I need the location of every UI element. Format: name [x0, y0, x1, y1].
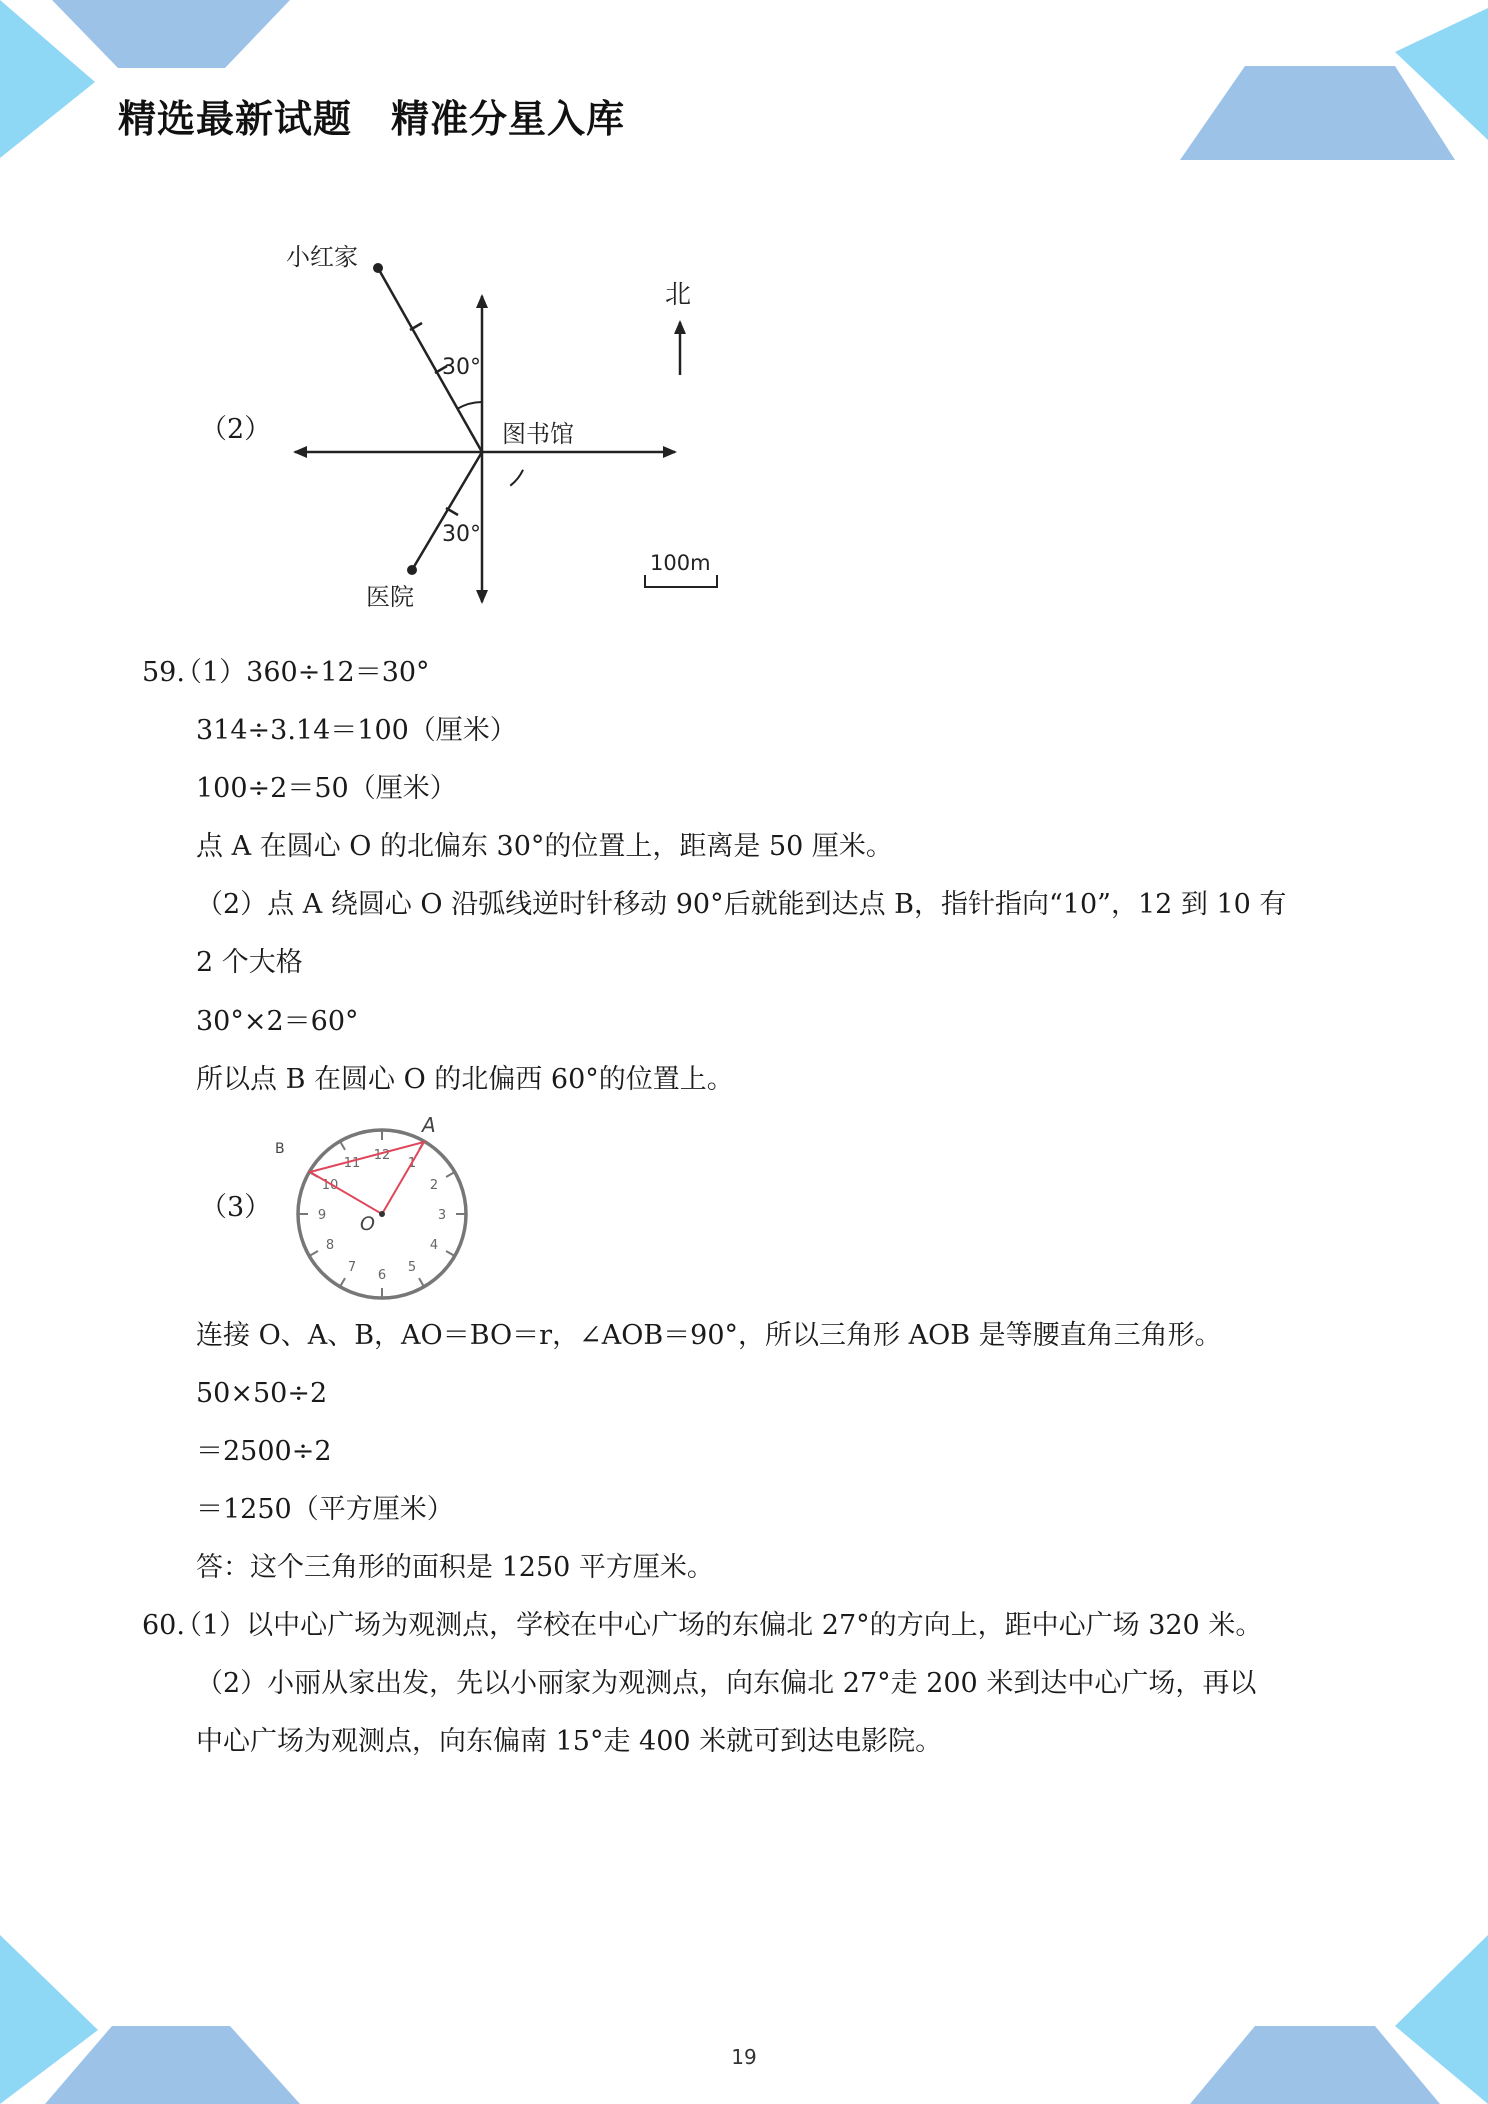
clock-number: 10 — [321, 1178, 339, 1193]
q59-line-1: （1）360÷12＝30° — [175, 657, 430, 688]
clock-number: 11 — [343, 1156, 361, 1172]
q60-line-1: （1）以中心广场为观测点，学校在中心广场的东偏北 27°的方向上，距中心广场 320 米。 — [175, 1610, 1263, 1641]
clock-point-b-label: B — [275, 1141, 285, 1157]
q60-number: 60. — [142, 1610, 185, 1641]
page-number: 19 — [731, 2045, 757, 2069]
clock-center-point — [379, 1211, 385, 1217]
clock-number: 7 — [347, 1259, 357, 1275]
clock-number: 12 — [373, 1148, 391, 1163]
clock-number: 4 — [429, 1238, 439, 1253]
clock-number: 6 — [377, 1268, 387, 1283]
decoration-top-left-trapezoid — [52, 0, 290, 68]
q59-line-2: 314÷3.14＝100（厘米） — [196, 715, 517, 746]
clock-number: 2 — [429, 1178, 439, 1193]
scale-label: 100m — [650, 551, 711, 575]
clock-number: 9 — [317, 1208, 327, 1223]
clock-number: 5 — [407, 1259, 417, 1275]
scale-bar — [645, 575, 717, 587]
hospital-label: 医院 — [366, 583, 414, 611]
home-point — [373, 263, 383, 273]
angle-bottom-label: 30° — [442, 522, 481, 547]
diagram-map-label: （2） — [200, 414, 272, 445]
home-label: 小红家 — [286, 243, 358, 271]
decoration-top-right-trapezoid — [1180, 66, 1455, 160]
line-to-hospital — [412, 452, 482, 570]
library-label: 图书馆 — [502, 420, 574, 448]
q59-line-4: 点 A 在圆心 O 的北偏东 30°的位置上，距离是 50 厘米。 — [196, 831, 893, 862]
q59-line-7: 30°×2＝60° — [196, 1006, 359, 1037]
q59-after-line-1: 连接 O、A、B，AO＝BO＝r，∠AOB＝90°，所以三角形 AOB 是等腰直角三角形。 — [196, 1320, 1222, 1351]
angle-arc-top — [457, 402, 482, 409]
angle-top-label: 30° — [442, 355, 481, 380]
q59-line-8: 所以点 B 在圆心 O 的北偏西 60°的位置上。 — [196, 1064, 734, 1095]
q60-line-2: （2）小丽从家出发，先以小丽家为观测点，向东偏北 27°走 200 米到达中心广场，再以 — [196, 1668, 1257, 1699]
clock-number: 8 — [325, 1238, 335, 1253]
q59-after-line-3: ＝2500÷2 — [196, 1436, 332, 1467]
q59-after-line-5: 答：这个三角形的面积是 1250 平方厘米。 — [196, 1552, 714, 1583]
clock-part-label: （3） — [200, 1192, 272, 1223]
q59-line-6: 2 个大格 — [196, 947, 303, 978]
clock-number: 1 — [407, 1156, 417, 1172]
direction-map-diagram — [260, 230, 740, 620]
q59-line-5: （2）点 A 绕圆心 O 沿弧线逆时针移动 90°后就能到达点 B，指针指向“10”，12 到 10 有 — [196, 889, 1287, 920]
clock-diagram — [270, 1110, 480, 1306]
hospital-point — [407, 565, 417, 575]
q59-number: 59. — [142, 657, 185, 688]
clock-point-a-label: A — [422, 1113, 436, 1137]
clock-number: 3 — [437, 1208, 447, 1223]
clock-point-o-label: O — [360, 1213, 375, 1235]
q59-line-3: 100÷2＝50（厘米） — [196, 773, 457, 804]
q60-line-3: 中心广场为观测点，向东偏南 15°走 400 米就可到达电影院。 — [196, 1726, 943, 1757]
north-label: 北 — [665, 280, 692, 310]
header-title: 精选最新试题 精准分星入库 — [118, 97, 626, 141]
q59-after-line-2: 50×50÷2 — [196, 1378, 328, 1409]
angle-arc-bottom — [508, 470, 526, 486]
q59-after-line-4: ＝1250（平方厘米） — [196, 1494, 454, 1525]
